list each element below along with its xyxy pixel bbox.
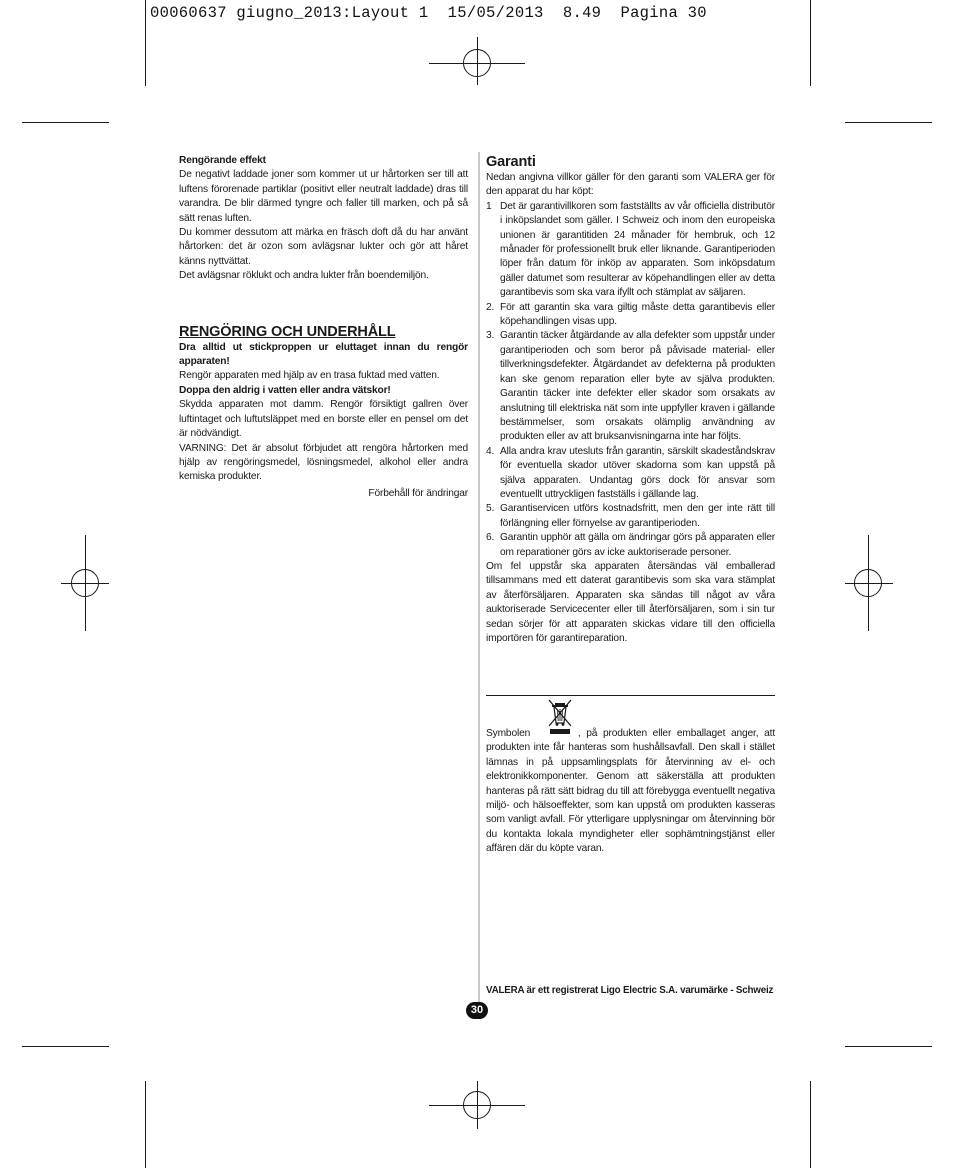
reservation-note: Förbehåll för ändringar xyxy=(368,487,468,499)
list-item: 3. Garantin täcker åtgärdande av alla defekter som uppstår under garantiperioden och som beror på påvisade material- eller tillverkningsdefekter. Åtgärdandet av defekterna på produkten kan ske genom reparation eller byte av själva produkten. Garantin täcker inte defekter eller skador som orsakats av anslutning till elektriska nät som inte uppfyller kraven i gällande bestämmelser, som orsakats olämplig användning av produkten eller av att bruksanvisningarna inte har följts. xyxy=(486,330,775,443)
list-item: 6. Garantin upphör att gälla om ändringar görs på apparaten eller om reparationer görs av icke auktoriserade personer. xyxy=(486,532,775,558)
list-item: 1 Det är garantivillkoren som fastställts av vår officiella distributör i inköpslandet som gäller. I Schweiz och inom den europeiska unionen är garantitiden 24 månader för hembruk, och 12 månader för professionellt bruk eller liknande. Garantiperioden löper från datum för inköp av apparaten. Som inköpsdatum gäller datumet som resulterar av köpehandlingen eller av detta garantibevis som ska vara ifyllt och stämplat av säljaren. xyxy=(486,200,775,299)
warning-unplug: Dra alltid ut stickproppen ur eluttaget innan du rengör apparaten! xyxy=(179,341,468,368)
warranty-closing: Om fel uppstår ska apparaten återsändas väl emballerad tillsammans med ett daterat garantibevis som ska vara stämplat av återförsäljaren. Apparaten ska sändas till något av våra auktoriserade Servicecenter eller till återförsäljaren, som i sin tur sedan sörjer för att apparaten skickas vidare till den officiella importören för garantireparation. xyxy=(486,560,775,644)
section-rule xyxy=(486,695,775,696)
recycling-paragraph xyxy=(486,724,775,857)
warranty-section xyxy=(486,153,775,646)
recycling-section xyxy=(486,724,775,857)
warning-water: Doppa den aldrig i vatten eller andra vätskor! xyxy=(179,384,391,396)
page-number: 30 xyxy=(466,1002,488,1019)
column-divider xyxy=(478,152,480,1004)
cleaning-paragraph: Skydda apparaten mot damm. Rengör försiktigt gallren över luftintaget och luftutsläppet med en borste eller en pensel om det är nödvändigt. xyxy=(179,399,468,440)
printer-slug: 00060637 giugno_2013:Layout 1 15/05/2013 8.49 Pagina 30 xyxy=(150,4,707,22)
cleaning-paragraph: VARNING: Det är absolut förbjudet att rengöra hårtorken med hjälp av rengöringsmedel, lösningsmedel, alkohol eller andra kemiska produkter. xyxy=(179,442,468,483)
effect-paragraph: Det avlägsnar röklukt och andra lukter från boendemiljön. xyxy=(179,270,429,282)
warranty-intro: Nedan angivna villkor gäller för den garanti som VALERA ger för den apparat du har köpt: xyxy=(486,172,775,198)
warranty-heading: Garanti xyxy=(486,154,536,170)
effect-paragraph: De negativt laddade joner som kommer ut ur hårtorken ser till att luftens förorenade partiklar (positivt eller neutralt laddade) dras till varandra. De blir därmed tyngre och faller till marken, och på så sätt renas luften. xyxy=(179,169,468,224)
effect-paragraph: Du kommer dessutom att märka en fräsch doft då du har använt hårtorken: det är ozon som avlägsnar lukter och gör att håret känns nyttvättat. xyxy=(179,227,468,267)
weee-bin-icon xyxy=(540,724,574,738)
symbol-prefix: Symbolen xyxy=(486,728,531,739)
list-item: 5. Garantiservicen utförs kostnadsfritt, men den ger inte rätt till förlängning eller förnyelse av garantiperioden. xyxy=(486,503,775,529)
effect-heading: Rengörande effekt xyxy=(179,155,266,166)
left-column xyxy=(179,154,468,501)
cleaning-heading: RENGÖRING OCH UNDERHÅLL xyxy=(179,323,396,340)
list-item: 4. Alla andra krav utesluts från garantin, särskilt skadeståndskrav för eventuella skador utöver skadorna som kan uppstå på själva apparaten. Undantag görs dock för ansvar som eventuellt uttryckligen fastställs i gällande lag. xyxy=(486,445,775,500)
symbol-text: , på produkten eller emballaget anger, att produkten inte får hanteras som hushållsavfall. Den skall i stället lämnas in på uppsamlingsplats för återvinning av el- och elektronikkomponenter. Genom att säkerställa att produkten hanteras på rätt sätt bidrag du till att förebygga eventuellt negativa miljö- och hälsoeffekter, som kan uppstå om produkten kasseras som vanligt avfall. För ytterligare upplysningar om återvinning bör du kontakta lokala myndigheter eller sophämtningstjänst eller affären där du köpte varan. xyxy=(486,728,775,855)
cleaning-paragraph: Rengör apparaten med hjälp av en trasa fuktad med vatten. xyxy=(179,370,440,382)
trademark-line: VALERA är ett registrerat Ligo Electric S.A. varumärke - Schweiz xyxy=(486,985,774,996)
list-item: 2. För att garantin ska vara giltig måste detta garantibevis eller köpehandlingen visas upp. xyxy=(486,301,775,328)
warranty-list xyxy=(486,200,775,560)
